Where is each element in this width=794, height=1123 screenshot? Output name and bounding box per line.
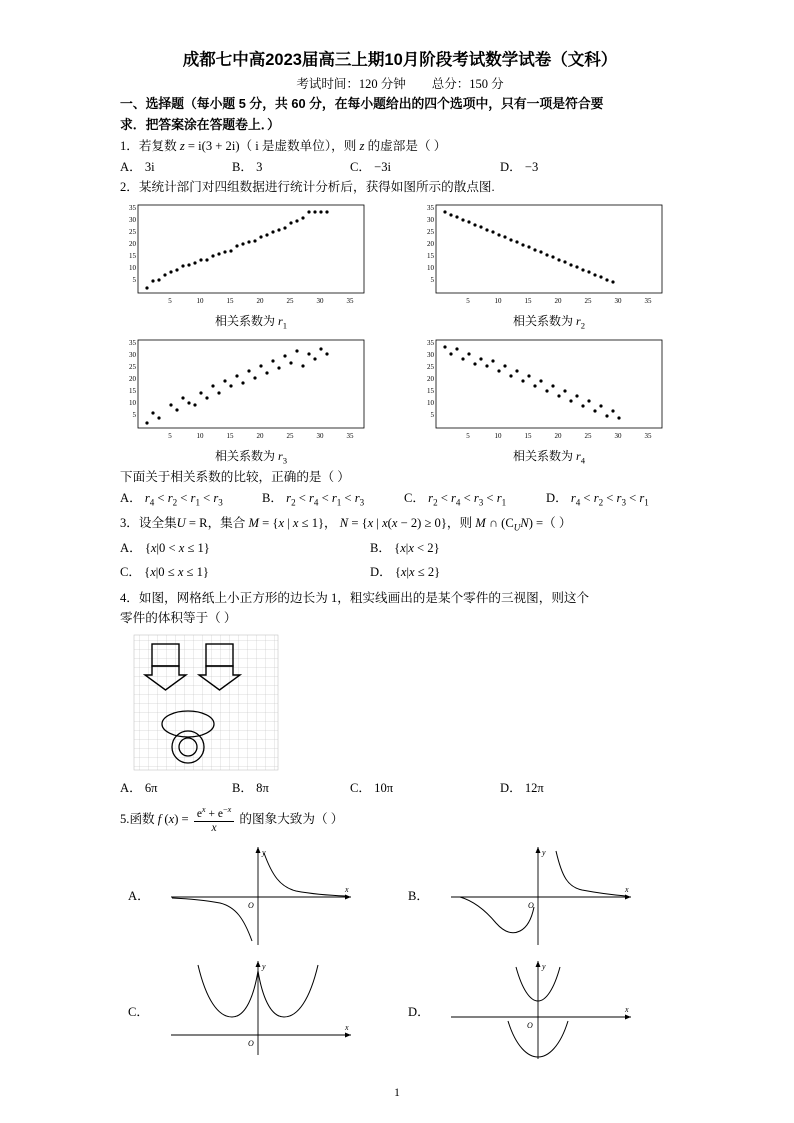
exam-time: 考试时间：120 分钟 — [296, 77, 406, 91]
svg-text:y: y — [262, 961, 266, 971]
q2-option-a[interactable]: A． $r_4 < r_2 < r_1 < r_3$ — [120, 490, 223, 508]
page-number: 1 — [394, 1087, 400, 1099]
q5-label-a: A． — [128, 889, 150, 904]
svg-text:20: 20 — [554, 297, 562, 306]
svg-text:15: 15 — [129, 252, 136, 261]
svg-text:10: 10 — [427, 264, 434, 273]
svg-text:25: 25 — [129, 228, 136, 237]
svg-text:15: 15 — [226, 432, 234, 441]
svg-text:30: 30 — [614, 297, 622, 306]
svg-text:20: 20 — [256, 297, 264, 306]
q5-label-b: B． — [408, 889, 429, 904]
q5-choice-d[interactable] — [400, 955, 680, 1067]
svg-text:O: O — [248, 1038, 254, 1048]
svg-text:y: y — [542, 847, 546, 857]
svg-text:30: 30 — [427, 216, 434, 225]
svg-text:x: x — [345, 884, 349, 894]
q4-option-a[interactable]: A． 6π — [120, 781, 158, 796]
svg-text:35: 35 — [644, 297, 652, 306]
svg-text:5: 5 — [466, 432, 470, 441]
q3-option-d[interactable]: D． {x|x ≤ 2} — [370, 564, 441, 579]
q2-option-c[interactable]: C． $r_2 < r_4 < r_3 < r_1$ — [404, 490, 507, 508]
svg-text:10: 10 — [196, 432, 204, 441]
q2-option-d[interactable]: D． $r_4 < r_2 < r_3 < r_1$ — [546, 490, 649, 508]
scatter-caption-r1: 相关系数为 $r_1$ — [215, 314, 287, 331]
svg-text:5: 5 — [132, 411, 136, 420]
q5-graph-row-1 — [120, 839, 680, 951]
scatter-row-2 — [120, 336, 680, 465]
svg-text:15: 15 — [129, 387, 136, 396]
scatter-svg-r2 — [418, 201, 680, 311]
q2-option-b[interactable]: B． $r_2 < r_4 < r_1 < r_3$ — [262, 490, 365, 508]
q1-option-c[interactable]: C． −3i — [350, 159, 392, 174]
svg-text:35: 35 — [427, 339, 434, 348]
svg-text:10: 10 — [427, 399, 434, 408]
svg-text:15: 15 — [524, 297, 532, 306]
page-title: 成都七中高2023届高三上期10月阶段考试数学试卷（文科） — [182, 51, 618, 69]
scatter-svg-r3 — [120, 336, 382, 446]
svg-text:35: 35 — [129, 339, 136, 348]
question-1-options — [120, 157, 680, 177]
svg-text:20: 20 — [554, 432, 562, 441]
q5-choice-b[interactable] — [400, 839, 680, 951]
scatter-svg-r1 — [120, 201, 382, 311]
three-view-drawing — [130, 631, 310, 776]
section-heading-line2: 求．把答案涂在答题卷上．） — [120, 116, 280, 132]
svg-text:y: y — [262, 847, 266, 857]
q5-label-c: C． — [128, 1005, 149, 1020]
exam-meta — [120, 74, 680, 92]
question-2: 2．某统计部门对四组数据进行统计分析后，获得如图所示的散点图. — [120, 180, 495, 195]
svg-text:30: 30 — [129, 351, 136, 360]
svg-text:5: 5 — [132, 276, 136, 285]
q5-choice-c[interactable] — [120, 955, 400, 1067]
svg-text:5: 5 — [430, 411, 434, 420]
q1-option-b[interactable]: B． 3 — [232, 159, 263, 174]
svg-text:20: 20 — [256, 432, 264, 441]
svg-text:O: O — [528, 900, 534, 910]
svg-text:25: 25 — [584, 297, 592, 306]
scatter-svg-r4 — [418, 336, 680, 446]
svg-text:5: 5 — [466, 297, 470, 306]
question-2-sub: 下面关于相关系数的比较，正确的是（ ） — [120, 469, 350, 484]
svg-text:30: 30 — [316, 432, 324, 441]
q5-graph-a — [146, 839, 376, 951]
scatter-row-1 — [120, 201, 680, 330]
q5-graph-c — [146, 955, 376, 1067]
svg-text:35: 35 — [644, 432, 652, 441]
svg-text:5: 5 — [168, 432, 172, 441]
svg-text:20: 20 — [427, 240, 434, 249]
question-4-line1: 4．如图，网格纸上小正方形的边长为 1，粗实线画出的是某个零件的三视图，则这个 — [120, 590, 590, 605]
svg-text:x: x — [345, 1022, 349, 1032]
q5-choice-a[interactable] — [120, 839, 400, 951]
question-3-options-row1 — [120, 537, 680, 561]
svg-text:25: 25 — [286, 432, 294, 441]
question-5: 5.函数 f (x) = $\frac{e^x + e^{-x}}{x}$ 的图象大致为（ ） — [120, 804, 344, 834]
svg-text:O: O — [527, 1020, 533, 1030]
svg-text:x: x — [625, 884, 629, 894]
question-3-options-row2 — [120, 561, 680, 585]
q1-option-d[interactable]: D． −3 — [500, 159, 539, 174]
total-score: 总分：150 分 — [431, 77, 504, 91]
svg-text:10: 10 — [129, 264, 136, 273]
svg-text:25: 25 — [427, 228, 434, 237]
q5-label-d: D． — [408, 1005, 430, 1020]
svg-text:30: 30 — [316, 297, 324, 306]
svg-text:30: 30 — [129, 216, 136, 225]
svg-text:5: 5 — [430, 276, 434, 285]
svg-text:35: 35 — [427, 204, 434, 213]
svg-text:10: 10 — [494, 432, 502, 441]
svg-text:25: 25 — [427, 363, 434, 372]
svg-text:15: 15 — [427, 252, 434, 261]
svg-text:15: 15 — [427, 387, 434, 396]
q5-graph-row-2 — [120, 955, 680, 1067]
svg-text:25: 25 — [129, 363, 136, 372]
svg-text:O: O — [248, 900, 254, 910]
question-4-line2: 零件的体积等于（ ） — [120, 610, 237, 625]
section-heading-line1: 一、选择题（每小题 5 分，共 60 分，在每小题给出的四个选项中，只有一项是符合要 — [120, 96, 604, 111]
q1-option-a[interactable]: A． 3i — [120, 159, 155, 174]
question-4-options — [120, 778, 680, 798]
svg-text:25: 25 — [584, 432, 592, 441]
q5-graph-d — [426, 955, 656, 1067]
svg-text:30: 30 — [614, 432, 622, 441]
scatter-chart-r4 — [418, 336, 680, 465]
svg-text:20: 20 — [129, 240, 136, 249]
scatter-chart-r1 — [120, 201, 382, 330]
svg-text:20: 20 — [427, 375, 434, 384]
svg-text:10: 10 — [196, 297, 204, 306]
q5-numerator: $e^x + e^{-x}$ — [194, 805, 234, 822]
scatter-caption-r2: 相关系数为 $r_2$ — [513, 314, 585, 331]
scatter-caption-r3: 相关系数为 $r_3$ — [215, 449, 287, 466]
q4-option-c[interactable]: C． 10π — [350, 781, 394, 796]
svg-text:30: 30 — [427, 351, 434, 360]
svg-text:10: 10 — [129, 399, 136, 408]
q3-option-c[interactable]: C． {x|0 ≤ x ≤ 1} — [120, 564, 209, 579]
scatter-caption-r4: 相关系数为 $r_4$ — [513, 449, 585, 466]
svg-text:25: 25 — [286, 297, 294, 306]
svg-text:35: 35 — [346, 432, 354, 441]
q4-option-b[interactable]: B． 8π — [232, 781, 269, 796]
svg-text:35: 35 — [346, 297, 354, 306]
question-4-figure — [130, 631, 680, 776]
svg-text:5: 5 — [168, 297, 172, 306]
q4-option-d[interactable]: D． 12π — [500, 781, 544, 796]
svg-text:15: 15 — [226, 297, 234, 306]
svg-text:20: 20 — [129, 375, 136, 384]
q3-option-a[interactable]: A． {x|0 < x ≤ 1} — [120, 540, 210, 555]
q5-fraction — [194, 805, 234, 835]
scatter-chart-r3 — [120, 336, 382, 465]
svg-text:10: 10 — [494, 297, 502, 306]
svg-text:x: x — [625, 1004, 629, 1014]
q3-option-b[interactable]: B． {x|x < 2} — [370, 540, 440, 555]
question-2-options — [120, 488, 680, 510]
scatter-chart-r2 — [418, 201, 680, 330]
svg-text:35: 35 — [129, 204, 136, 213]
question-1: 1．若复数 z = i(3 + 2i)（ i 是虚数单位），则 z 的虚部是（ ） — [120, 139, 447, 154]
q5-denominator: x — [211, 821, 217, 834]
question-3: 3．设全集U = R，集合 M = {x | x ≤ 1}， N = {x | x(x − 2) ≥ 0}，则 M ∩ $(C_UN)$ =（ ） — [120, 515, 572, 533]
q5-graph-b — [426, 839, 656, 951]
svg-text:15: 15 — [524, 432, 532, 441]
svg-text:y: y — [542, 961, 546, 971]
